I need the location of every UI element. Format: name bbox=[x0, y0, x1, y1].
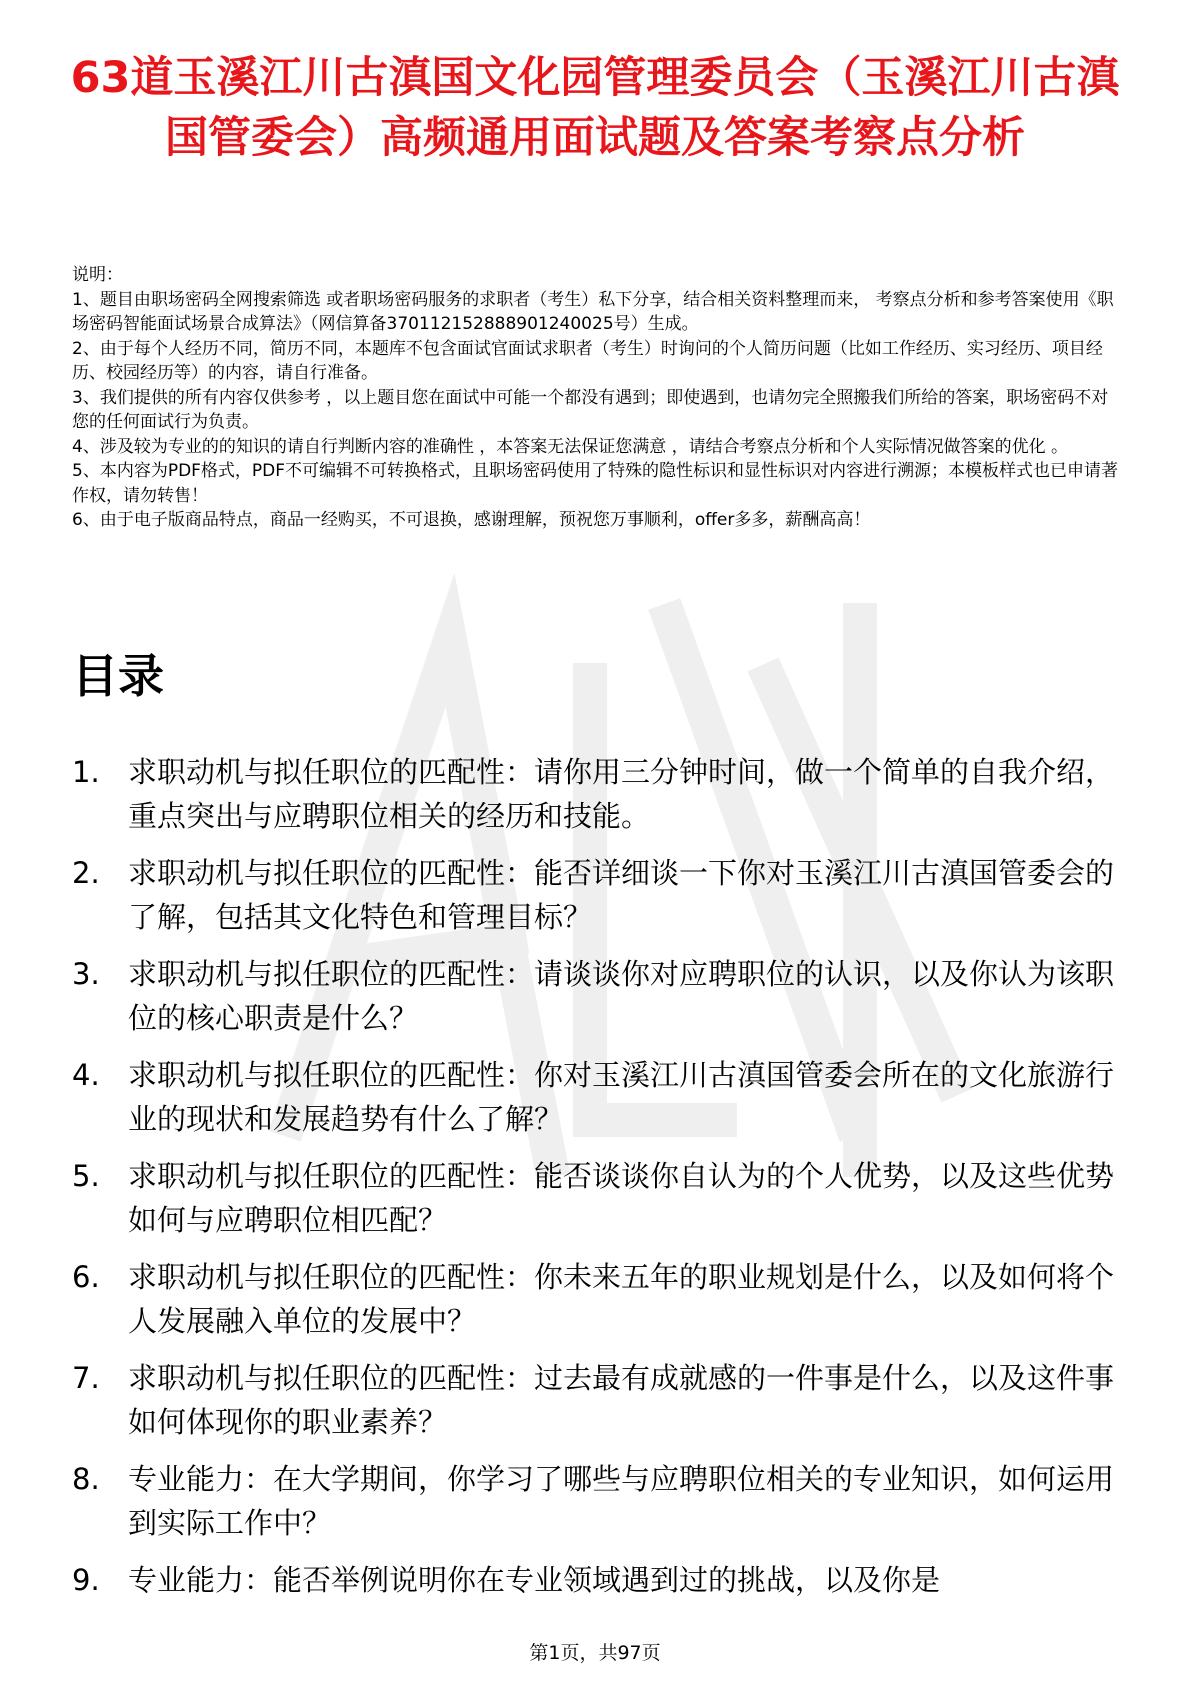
toc-item-number: 8. bbox=[72, 1462, 100, 1496]
toc-item-text: 求职动机与拟任职位的匹配性：你未来五年的职业规划是什么，以及如何将个人发展融入单位的发展中？ bbox=[128, 1260, 1115, 1338]
toc-item[interactable] bbox=[72, 1558, 1132, 1646]
note-item: 4、涉及较为专业的的知识的请自行判断内容的准确性 ，本答案无法保证您满意 ，请结合考察点分析和个人实际情况做答案的优化 。 bbox=[72, 436, 1069, 457]
toc-item-number: 3. bbox=[72, 957, 100, 991]
note-item: 5、本内容为PDF格式，PDF不可编辑不可转换格式，且职场密码使用了特殊的隐性标识和显性标识对内容进行溯源；本模板样式也已申请著作权，请勿转售！ bbox=[72, 461, 1119, 506]
toc-item-number: 4. bbox=[72, 1058, 100, 1092]
toc-item-text: 求职动机与拟任职位的匹配性：能否详细谈一下你对玉溪江川古滇国管委会的了解，包括其文化特色和管理目标？ bbox=[128, 856, 1115, 934]
notes-label: 说明： bbox=[72, 265, 123, 285]
toc-item-text: 专业能力：能否举例说明你在专业领域遇到过的挑战，以及你是 bbox=[128, 1563, 941, 1597]
toc-item-number: 6. bbox=[72, 1260, 100, 1294]
toc-item-number: 1. bbox=[72, 755, 100, 789]
note-item: 1、题目由职场密码全网搜索筛选 或者职场密码服务的求职者（考生）私下分享，结合相关资料整理而来， 考察点分析和参考答案使用《职场密码智能面试场景合成算法》（网信算备370112152888901240025号）生成。 bbox=[72, 289, 1114, 334]
toc-item[interactable] bbox=[72, 750, 1132, 838]
toc-item-text: 求职动机与拟任职位的匹配性：请你用三分钟时间，做一个简单的自我介绍，重点突出与应聘职位相关的经历和技能。 bbox=[128, 755, 1115, 833]
page-footer: 第1页，共97页 bbox=[529, 1642, 661, 1664]
toc-item-number: 2. bbox=[72, 856, 100, 890]
toc-item[interactable] bbox=[72, 952, 1132, 1040]
document-title: 63道玉溪江川古滇国文化园管理委员会（玉溪江川古滇国管委会）高频通用面试题及答案考察点分析 bbox=[70, 53, 1120, 163]
toc-item-number: 9. bbox=[72, 1563, 100, 1597]
toc-item-number: 7. bbox=[72, 1361, 100, 1395]
toc-item-text: 求职动机与拟任职位的匹配性：能否谈谈你自认为的个人优势，以及这些优势如何与应聘职位相匹配？ bbox=[128, 1159, 1115, 1237]
toc-item[interactable] bbox=[72, 1457, 1132, 1545]
note-item: 3、我们提供的所有内容仅供参考 ，以上题目您在面试中可能一个都没有遇到；即使遇到，也请勿完全照搬我们所给的答案，职场密码不对您的任何面试行为负责。 bbox=[72, 387, 1109, 432]
toc-item-text: 专业能力：在大学期间，你学习了哪些与应聘职位相关的专业知识，如何运用到实际工作中？ bbox=[128, 1462, 1115, 1540]
note-item: 6、由于电子版商品特点，商品一经购买，不可退换，感谢理解，预祝您万事顺利，offer多多，薪酬高高！ bbox=[72, 510, 871, 530]
toc-item[interactable] bbox=[72, 1255, 1132, 1343]
toc-item[interactable] bbox=[72, 1356, 1132, 1444]
toc-item-text: 求职动机与拟任职位的匹配性：你对玉溪江川古滇国管委会所在的文化旅游行业的现状和发展趋势有什么了解？ bbox=[128, 1058, 1115, 1136]
toc-item-text: 求职动机与拟任职位的匹配性：请谈谈你对应聘职位的认识，以及你认为该职位的核心职责是什么？ bbox=[128, 957, 1115, 1035]
toc-item[interactable] bbox=[72, 1053, 1132, 1141]
toc-item-number: 5. bbox=[72, 1159, 100, 1193]
toc-item[interactable] bbox=[72, 851, 1132, 939]
note-item: 2、由于每个人经历不同，简历不同，本题库不包含面试官面试求职者（考生）时询问的个人简历问题（比如工作经历、实习经历、项目经历、校园经历等）的内容，请自行准备。 bbox=[72, 338, 1103, 383]
notes-section bbox=[72, 263, 1122, 533]
toc-item[interactable] bbox=[72, 1154, 1132, 1242]
toc-item-text: 求职动机与拟任职位的匹配性：过去最有成就感的一件事是什么，以及这件事如何体现你的职业素养？ bbox=[128, 1361, 1115, 1439]
toc-heading: 目录 bbox=[72, 649, 164, 703]
toc-list bbox=[72, 750, 1132, 1659]
